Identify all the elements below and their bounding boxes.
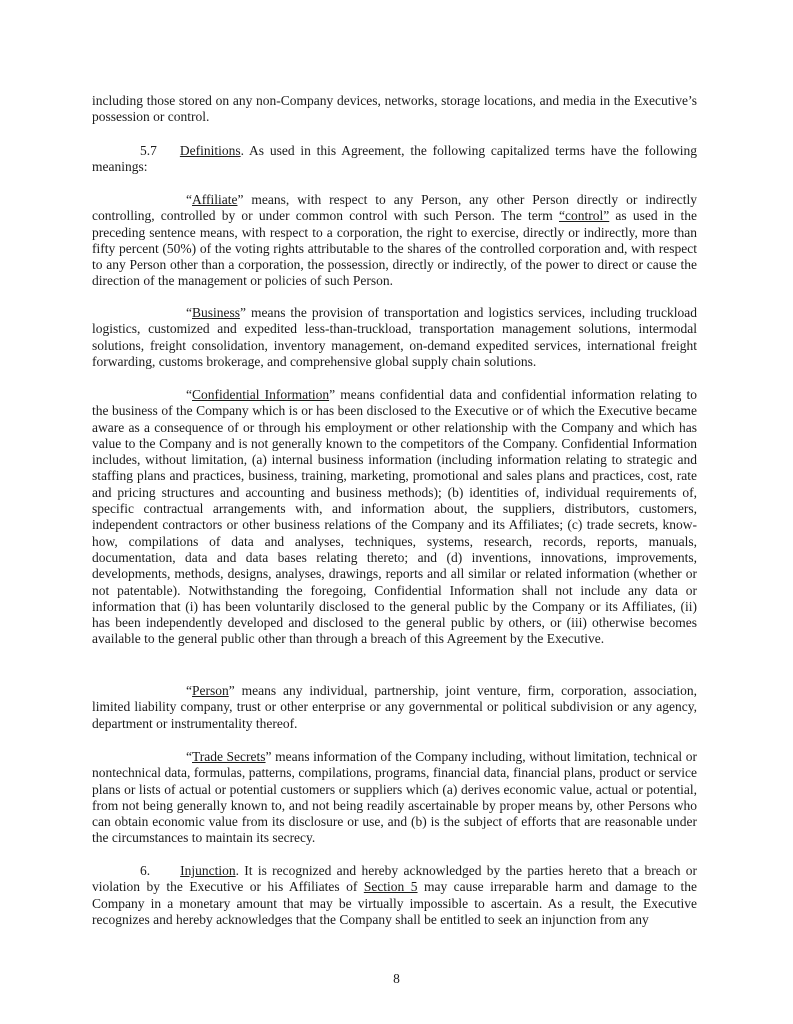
section-heading: Definitions	[179, 143, 241, 158]
definition-text: ” means, with respect to any Person, any other Person directly or indirectly controlling, controlled by or under common control with such Person. The term	[92, 192, 697, 224]
paragraph-intro	[92, 93, 697, 126]
open-quote: “	[186, 192, 192, 207]
definition-text: as used in the preceding sentence means, with respect to a corporation, the right to exercise, directly or indirectly, more than fifty percent (50%) of the voting rights attributable to the shares of the controlled corporation and, with respect to any Person other than a corporation, the possession, directly or indirectly, of the power to direct or cause the direction of the management or policies of such Person.	[92, 208, 697, 289]
section-5-7	[92, 143, 697, 176]
definition-text: ” means the provision of transportation and logistics services, including truckload logistics, customized and expedited less-than-truckload, transportation management solutions, intermodal solutions, freight consolidation, inventory management, on-demand expedited services, international freight forwarding, customs brokerage, and comprehensive global supply chain solutions.	[92, 305, 697, 369]
defined-term: Affiliate	[192, 192, 238, 207]
section-text: . It is recognized and hereby acknowledged by the parties hereto that a breach or violation by the Executive or his Affiliates of	[92, 863, 697, 895]
section-heading: Injunction	[180, 863, 236, 878]
open-quote: “	[186, 305, 192, 320]
section-reference: Section 5	[363, 879, 418, 895]
section-number: 6.	[140, 863, 151, 878]
section-text: . As used in this Agreement, the following capitalized terms have the following meanings:	[92, 143, 697, 175]
defined-term: Trade Secrets	[192, 749, 266, 764]
defined-term: Confidential Information	[192, 387, 330, 402]
definition-text: ” means confidential data and confidential information relating to the business of the Company which is or has been disclosed to the Executive or of which the Executive became aware as a consequence of or through his employment or other relationship with the Company and which has value to the Company and is not generally known to the competitors of the Company. Confidential Information includes, without limitation, (a) internal business information (including information relating to strategic and staffing plans and practices, business, training, marketing, promotional and sales plans and practices, cost, rate and pricing structures and accounting and business methods); (b) identities of, individual requirements of, specific contractual arrangements with, and information about, the suppliers, distributors, customers, independent contractors or other business relations of the Company and its Affiliates; (c) trade secrets, know-how, compilations of data and analyses, techniques, systems, research, records, reports, manuals, documentation, data and data bases relating thereto; and (d) inventions, innovations, improvements, developments, methods, designs, analyses, drawings, reports and all similar or related information (whether or not patentable). Notwithstanding the foregoing, Confidential Information shall not include any data or information that (i) has been voluntarily disclosed to the general public by the Company or its Affiliates, (ii) has been independently developed and disclosed to the general public by others, or (iii) otherwise becomes available to the general public other than through a breach of this Agreement by the Executive.	[92, 387, 698, 647]
definition-text: ” means information of the Company including, without limitation, technical or nontechnical data, formulas, patterns, compilations, programs, financial data, financial plans, product or service plans or lists of actual or potential customers or suppliers which (a) derives economic value, actual or potential, from not being generally known to, and not being readily ascertainable by proper means by, other Persons who can obtain economic value from its disclosure or use, and (b) is the subject of efforts that are reasonable under the circumstances to maintain its secrecy.	[92, 749, 697, 846]
definition-trade-secrets	[92, 749, 697, 847]
paragraph-text: including those stored on any non-Company devices, networks, storage locations, and media in the Executive’s possession or control.	[92, 93, 697, 125]
definition-confidential-information	[92, 387, 697, 648]
section-number: 5.7	[140, 143, 157, 158]
section-text: may cause irreparable harm and damage to the Company in a monetary amount that may be virtually impossible to ascertain. As a result, the Executive recognizes and hereby acknowledges that the Company shall be entitled to seek an injunction from any	[92, 879, 697, 927]
definition-business	[92, 305, 697, 370]
page-number: 8	[393, 971, 400, 986]
defined-term: Business	[192, 305, 241, 320]
open-quote: “	[186, 749, 192, 764]
open-quote: “	[186, 683, 192, 698]
section-6	[92, 863, 697, 928]
defined-term: Person	[192, 683, 229, 698]
open-quote: “	[186, 387, 192, 402]
definition-affiliate	[92, 192, 697, 290]
definition-text: ” means any individual, partnership, joint venture, firm, corporation, association, limited liability company, trust or other enterprise or any governmental or political subdivision or any agency, department or instrumentality thereof.	[92, 683, 697, 731]
definition-person	[92, 683, 697, 732]
defined-term-control: “control”	[559, 208, 610, 224]
